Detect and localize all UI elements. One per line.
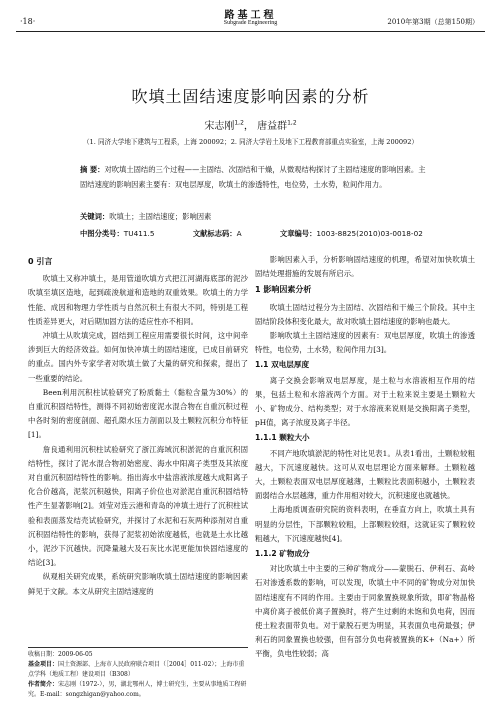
paragraph: 不同产地吹填淤泥的特性对比见表1。从表1看出，土颗粒较粗越大，下沉速度越快。这可从双电层理论方面来解释。土颗粒越大，土颗粒表面双电层厚度越薄，土颗粒比表面积越小，土颗粒表面弱结合水层越薄，重力作用相对较大，沉积速度也就越快。 <box>255 448 475 501</box>
keywords-label: 关键词： <box>80 212 110 221</box>
issue-info: 2010年第3期（总第150期） <box>387 18 479 26</box>
subsection-heading-1-1-1: 1.1.1 颗粒大小 <box>255 433 310 443</box>
left-column <box>28 253 248 599</box>
author-line: 宋志刚$^{1,2}$， 唐益群$^{1,2}$ <box>204 119 297 132</box>
author-name: 宋志刚 <box>204 121 235 132</box>
paragraph: 纵观相关研究成果，系统研究影响吹填土固结速度的影响因素鲜见于文献。本文从研究主固结速度的 <box>28 572 248 596</box>
paragraph: 詹良通利用沉积柱试验研究了浙江海域沉积淤泥的自重沉积固结特性，探讨了泥水混合物初始密度、海水中阳离子类型及其浓度对自重沉积固结特性的影响。指出海水中盐溶液浓度越大成阳离子化合价越高，泥浆沉积越快，阳离子价位也对淤泥自重沉积固结特性产生显著影响[2]。刘莹对连云港和青岛的冲填土进行了沉积柱试验和表面蒸发结壳试验研究，并探讨了水泥和石灰两种添剂对自重沉积固结特性的影响，获得了泥浆初始浓度越低，也就是土水比越小，泥沙下沉越快。沉降量越大及石灰比水泥更能加快固结速度的结论[3]。 <box>28 444 248 568</box>
author-sup: 1,2 <box>234 119 244 127</box>
abstract-label: 摘 要： <box>80 165 105 174</box>
author-bio: 作者简介：宋志刚（1972-），男，湖北鄂州人，博士研究生，主要从事地质工程研究。E-mail：songzhigan@yahoo.com。 <box>28 681 247 698</box>
subsection-heading-1-1-2: 1.1.2 矿物成分 <box>255 549 310 559</box>
received-date: 收稿日期：2009-06-05 <box>28 651 93 658</box>
header-rule <box>16 31 485 32</box>
subsection-heading-1-1: 1.1 双电层厚度 <box>255 360 310 370</box>
paragraph: 对比吹填土中主要的三种矿物成分——蒙脱石、伊利石、高岭石对渗透系数的影响，可以发现，吹填土中不同的矿物成分对加快固结速度有不同的作用。主要由于同象置换规象所致，即矿物晶格中离价离子被低价离子置换时，将产生过剩的未饱和负电荷，因而使土粒表面带负电。对于蒙脱石更为明显，其表面负电荷最强；伊利石的同象置换也较强，但有部分负电荷被置换的K+（Na+）所平衡，负电性较弱；高 <box>255 564 475 659</box>
article-number: 文章编号：1003-8825(2010)03-0018-02 <box>279 229 423 238</box>
paragraph: Been利用沉积柱试验研究了粉质黏土（黏粒含量为30%）的自重沉积固结特性，测得不同初始密度泥水混合物在自重沉积过程中各时刻的密度剖面、超孔隙水压力剖面以及土颗粒沉积分布特征[1]。 <box>28 387 248 440</box>
footnote <box>28 650 248 700</box>
fund-info: 基金项目：国土资源部、上海市人民政府联合项目（［2004］011-02）；上海市重点学科（地质工程）建设项目（B308） <box>28 661 245 678</box>
abstract-text: 对吹填土固结的三个过程——主固结、次固结和干燥，从微观结构探讨了主固结速度的影响因素。主固结速度的影响因素主要有：双电层厚度，吹填土的渗透特性，电位势，土水势，粒间作用力。 <box>80 165 426 189</box>
page-header <box>0 0 501 36</box>
paragraph: 吹填土固结过程分为主固结、次固结和干燥三个阶段。其中主固结阶段体积变化最大，故对吹填土固结速度的影响也最大。 <box>255 302 475 326</box>
paragraph: 吹填土又称冲填土，是用管道吹填方式把江河湖海底部的泥沙吹填至填区造地，起到疏浚航道和造地的双重效果。吹填土的力学性能、成因和物理力学性质与自然沉积土有很大不同，特别是工程性质差异更大，对后期加固方法的适应性亦不相同。 <box>28 274 248 326</box>
clc-code: 中图分类号：TU411.5 <box>80 229 155 238</box>
paragraph: 影响吹填土主固结速度的因素有：双电层厚度，吹填土的渗透特性，电位势，土水势，粒间作用力[3]。 <box>255 331 475 355</box>
section-heading-1: 1 影响因素分析 <box>255 285 312 295</box>
right-column <box>255 253 475 662</box>
author-sup: 1,2 <box>287 119 297 127</box>
affiliation: （1. 同济大学地下建筑与工程系，上海 200092；2. 同济大学岩土及地下工程教育部重点实验室，上海 200092） <box>82 138 419 146</box>
document-code: 文献标志码：A <box>192 229 242 238</box>
section-heading-intro: 0 引言 <box>28 257 53 266</box>
keywords <box>80 212 430 222</box>
paragraph: 影响因素入手，分析影响固结速度的机理，希望对加快吹填土固结处理措施的发展有所启示。 <box>255 255 475 279</box>
abstract <box>80 162 430 192</box>
journal-title-english: Subgrade Engineering <box>223 20 278 26</box>
page-number: ·18· <box>20 17 36 26</box>
keywords-text: 吹填土；主固结速度；影响因素 <box>109 212 212 221</box>
paragraph: 冲填土从吹填完成，固结到工程应用需要很长时间，这中间牵涉到巨大的经济效益。如何加快冲填土的固结速度，已成目前研究的重点。国内外专家学者对吹填土做了大量的研究和探索，提出了一些重要的结论。 <box>28 331 248 383</box>
classification-line <box>80 229 460 239</box>
paragraph: 离子交换会影响双电层厚度，是土粒与水溶液相互作用的结果，包括土粒和水溶液两个方面。对于土粒来说主要是土颗粒大小、矿物成分、结构类型；对于水溶液来说则是交换阳离子类型，pH值，离子浓度及离子半径。 <box>255 375 475 428</box>
journal-title: 路基工程 <box>224 10 277 21</box>
author-name: 唐益群 <box>257 121 288 132</box>
paragraph: 上海地质调查研究院的资料表明，在垂直方向上，吹填土具有明显的分层性，下部颗粒较粗，上部颗粒较细，这就证实了颗粒较粗越大，下沉速度越快[4]。 <box>255 505 475 543</box>
footnote-rule <box>28 647 248 648</box>
paper-title: 吹填土固结速度影响因素的分析 <box>131 87 370 106</box>
